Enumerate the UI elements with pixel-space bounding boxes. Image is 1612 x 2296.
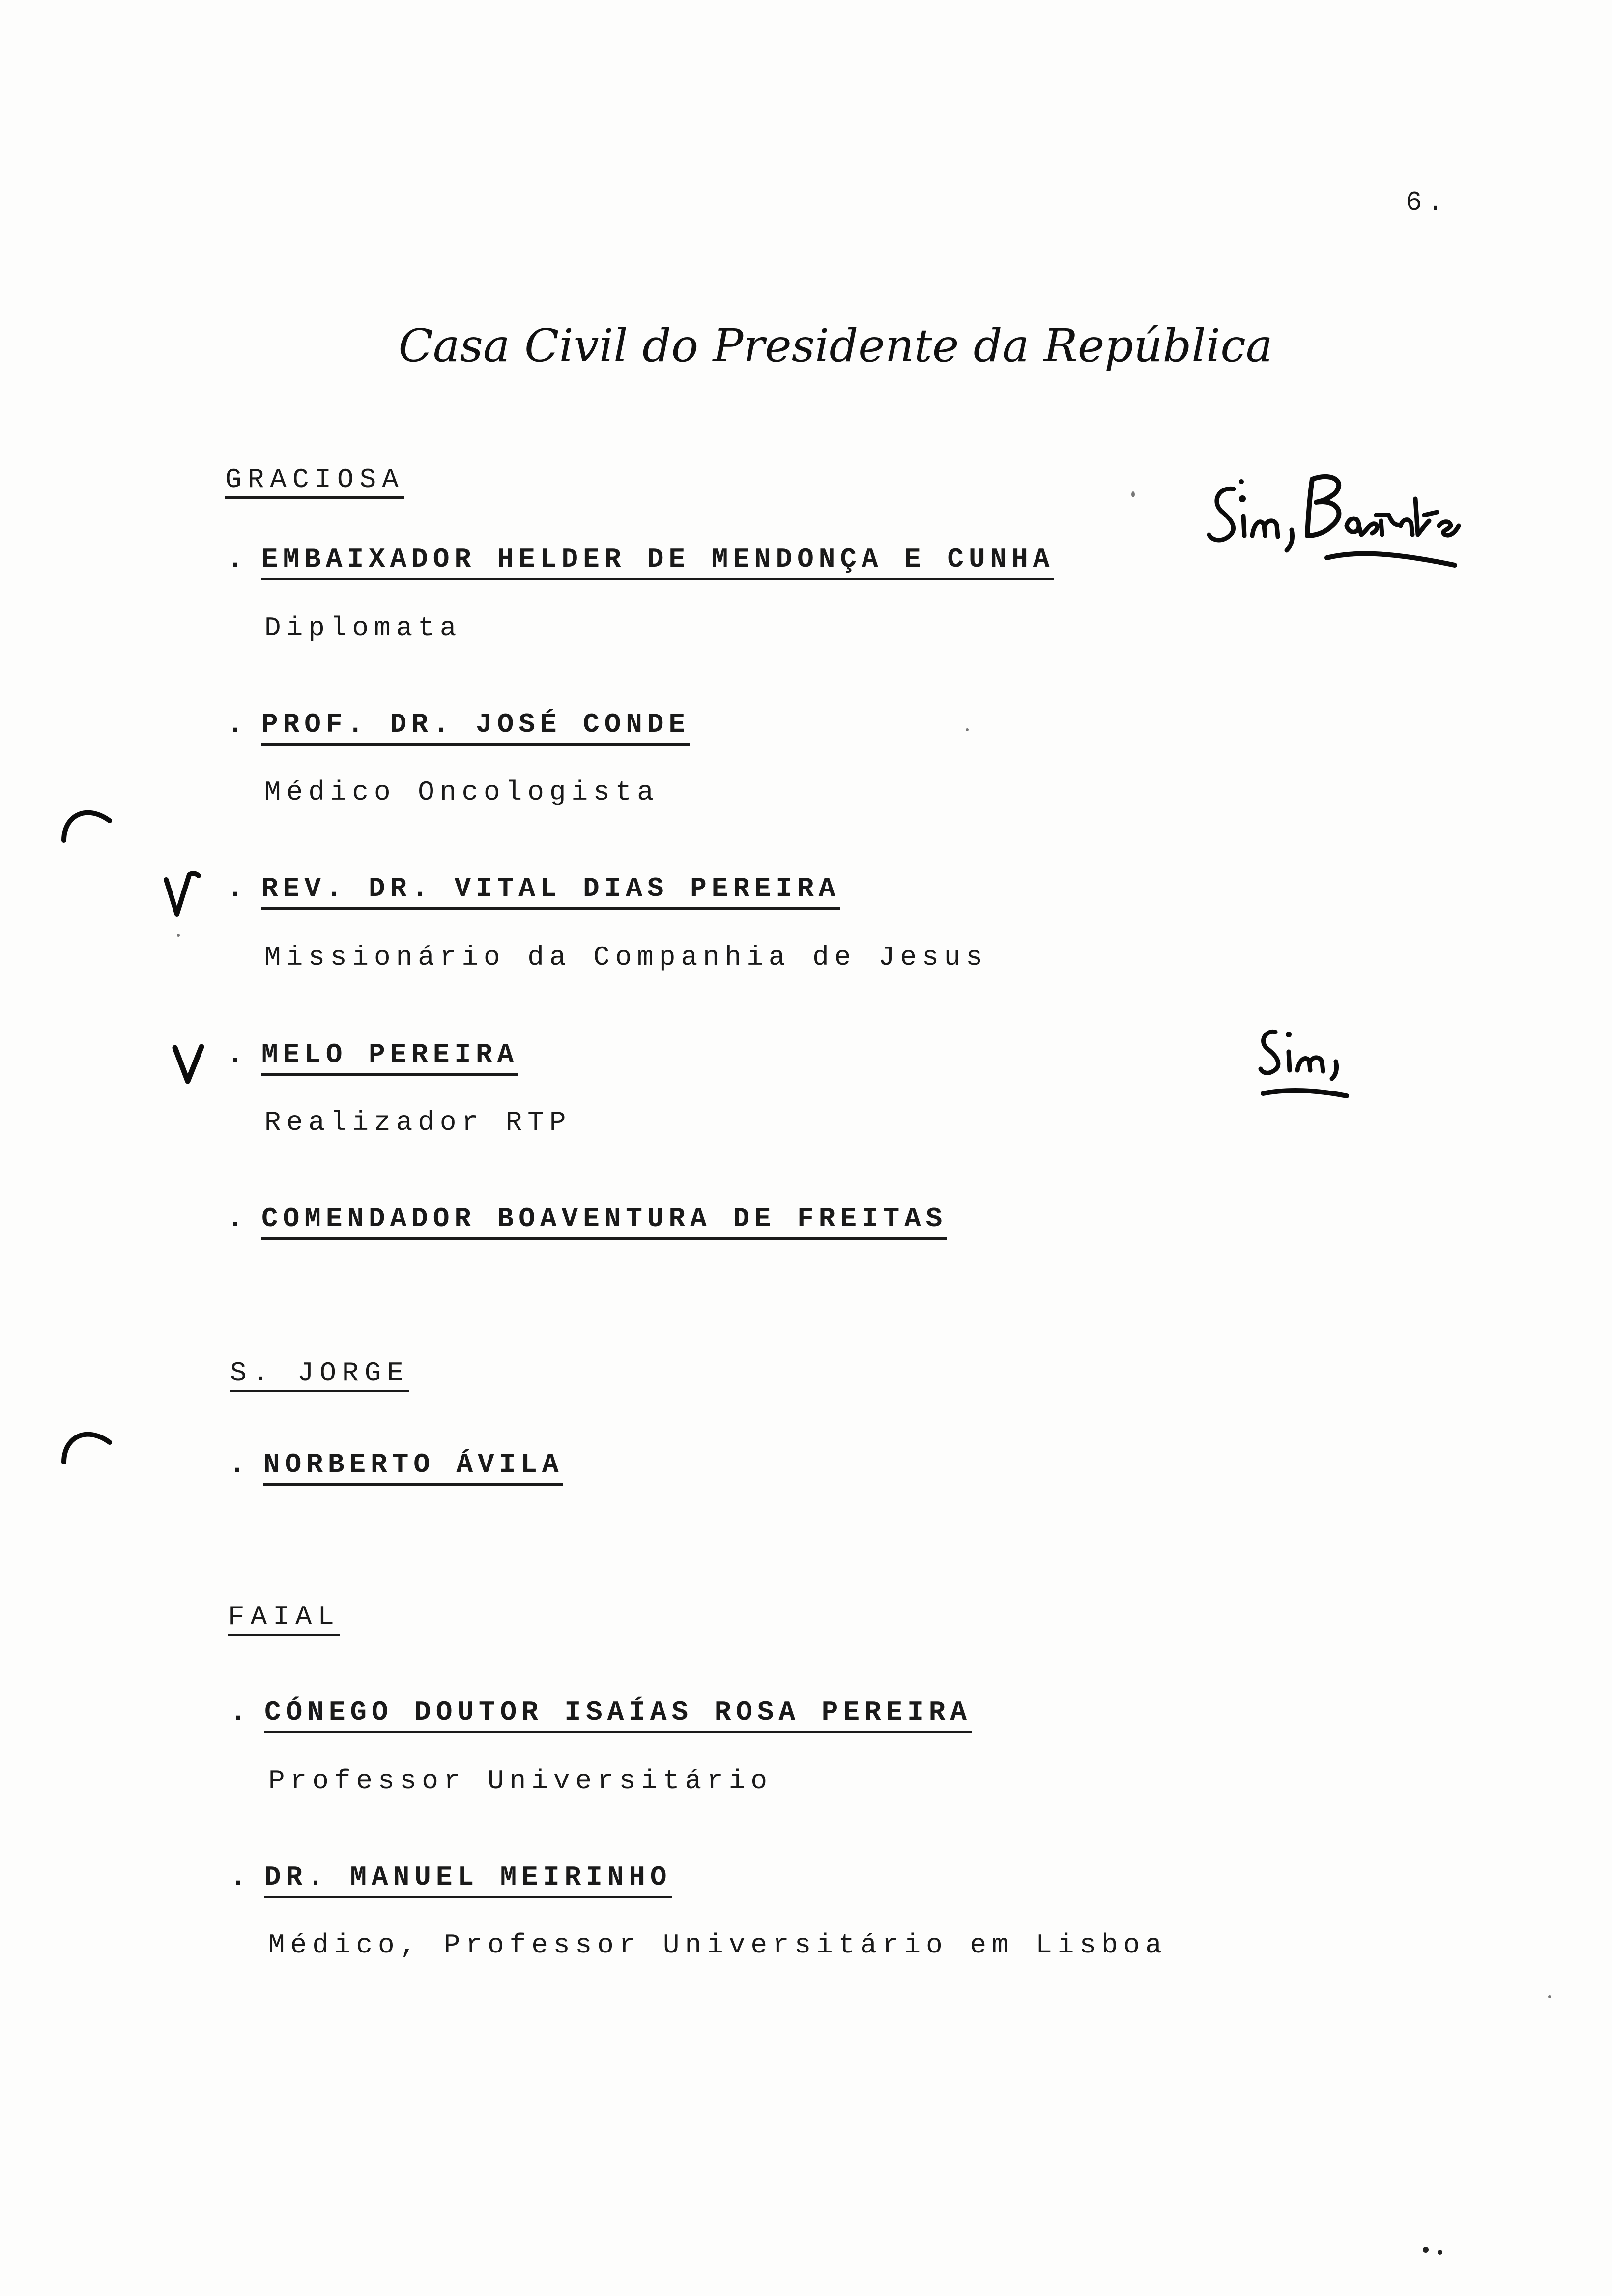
entry-bullet: . <box>230 1696 252 1728</box>
letterhead <box>398 315 1273 383</box>
section-heading-s-jorge: S. JORGE <box>230 1359 409 1392</box>
arc-mark-icon-svg <box>57 794 115 843</box>
entry-name <box>230 1864 672 1891</box>
entry-name-text: DR. MANUEL MEIRINHO <box>264 1862 672 1898</box>
arc-mark-icon-svg <box>57 1415 115 1464</box>
handwritten-note-2 <box>1248 1012 1376 1111</box>
entry-role: Missionário da Companhia de Jesus <box>264 942 988 973</box>
entry-role: Professor Universitário <box>268 1765 773 1797</box>
handwritten-note-2-svg <box>1248 1012 1376 1111</box>
entry-role: Diplomata <box>264 612 462 644</box>
entry-role: Médico Oncologista <box>264 776 659 808</box>
scan-speck <box>1131 491 1135 497</box>
scan-speck <box>1548 1995 1551 1998</box>
check-mark-icon-svg <box>162 870 202 924</box>
arc-mark-icon <box>57 1415 115 1464</box>
entry-name <box>227 1205 947 1233</box>
check-mark-icon <box>172 1042 206 1086</box>
entry-name <box>227 1041 518 1068</box>
handwritten-note-1 <box>1199 452 1484 580</box>
entry-bullet: . <box>227 1039 249 1070</box>
entry-name <box>227 711 690 738</box>
scan-speck <box>966 728 969 731</box>
scan-speck <box>1423 2247 1429 2253</box>
entry-name-text: NORBERTO ÁVILA <box>263 1449 563 1486</box>
scan-speck <box>1438 2250 1442 2255</box>
entry-bullet: . <box>229 1449 251 1480</box>
letterhead-svg <box>398 315 1273 383</box>
entry-name-text: CÓNEGO DOUTOR ISAÍAS ROSA PEREIRA <box>264 1696 972 1733</box>
entry-name <box>230 1698 972 1726</box>
check-mark-icon-svg <box>172 1042 206 1086</box>
scan-speck <box>177 934 180 937</box>
entry-name-text: PROF. DR. JOSÉ CONDE <box>261 709 690 746</box>
entry-bullet: . <box>227 544 249 575</box>
section-heading-faial: FAIAL <box>228 1603 340 1636</box>
entry-bullet: . <box>230 1862 252 1893</box>
entry-name <box>227 875 840 902</box>
arc-mark-icon <box>57 794 115 843</box>
entry-name-text: EMBAIXADOR HELDER DE MENDONÇA E CUNHA <box>261 544 1054 580</box>
entry-name-text: REV. DR. VITAL DIAS PEREIRA <box>261 873 840 910</box>
entry-name <box>229 1451 563 1478</box>
section-heading-graciosa: GRACIOSA <box>225 466 404 499</box>
check-mark-icon <box>162 870 202 924</box>
entry-bullet: . <box>227 1203 249 1234</box>
entry-bullet: . <box>227 709 249 740</box>
entry-role: Médico, Professor Universitário em Lisboa <box>268 1929 1167 1961</box>
handwritten-note-1-svg <box>1199 452 1484 580</box>
entry-name-text: MELO PEREIRA <box>261 1039 518 1076</box>
entry-bullet: . <box>227 873 249 904</box>
entry-name-text: COMENDADOR BOAVENTURA DE FREITAS <box>261 1203 947 1240</box>
page-number: 6. <box>1406 187 1449 218</box>
entry-name <box>227 545 1054 573</box>
entry-role: Realizador RTP <box>264 1107 572 1138</box>
letterhead-text: Casa Civil do Presidente da República <box>398 319 1273 372</box>
